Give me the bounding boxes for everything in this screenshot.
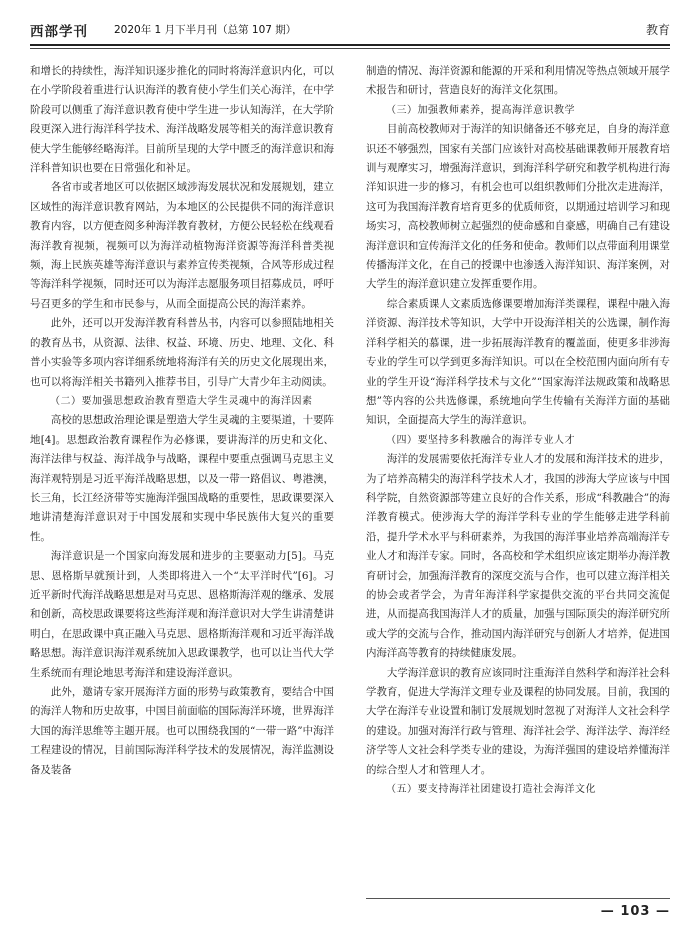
page-number: — 103 — — [600, 904, 670, 919]
body-paragraph: 大学海洋意识的教育应该同时注重海洋自然科学和海洋社会科学教育，促进大学海洋文理专业及课程的协同发展。目前，我国的大学在海洋专业设置和制订发展规划时忽视了对海洋人文社会科学的建设。加强对海洋行政与管理、海洋社会学、海洋法学、海洋经济学等人文社会科学类专业的建设，为海洋强国的建设培养懂海洋的综合型人才和管理人才。 — [366, 666, 670, 776]
body-paragraph: 各省市或者地区可以依据区域涉海发展状况和发展规划，建立区域性的海洋意识教育网站，为本地区的公民提供不同的海洋意识教育内容，以方便查阅多种海洋教育教材，方便公民轻松在线观看海洋教育视频，视频可以为海洋动植物海洋资源等海洋科普类视频，海上民族英雄等海洋意识与素养宣传类视频，合风等形成过程等海洋科学视频，同时还可以为海洋志愿服务项目招募成员，呼吁号召更多的学生和市民参与，从而全面提高公民的海洋素养。 — [30, 181, 334, 310]
body-paragraph: 和增长的持续性，海洋知识逐步推化的同时将海洋意识内化，可以在小学阶段着重进行认识海洋的教育使小学生们关心海洋，在中学阶段可以侧重了海洋意识教育使中学生进一步认知海洋，在大学阶段更深入进行海洋科学技术、海洋战略发展等相关的海洋意识教育使大学生能够经略海洋。目前所呈现的大学中匮乏的海洋意识和海洋科普知识也要在日常强化和补足。 — [30, 65, 334, 175]
section-subheading: （五）要支持海洋社团建设打造社会海洋文化 — [386, 784, 596, 796]
section-subheading: （三）加强教师素养，提高海洋意识教学 — [386, 104, 575, 116]
header-rule-thick — [30, 44, 670, 46]
section-name: 教育 — [645, 23, 670, 37]
body-paragraph: 目前高校教师对于海洋的知识储备还不够充足，自身的海洋意识还不够强烈，国家有关部门应该针对高校基础课教师开展教育培训与观摩实习，增强海洋意识，到海洋科学研究和教学机构进行海洋知识进一步的修习，有机会也可以组织教师们分批次走进海洋，这可为我国海洋教育培育更多的优质师资，以期通过培训学习和现场实习，高校教师树立起强烈的使命感和自豪感，明确自己有建设海洋意识和宣传海洋文化的任务和使命。教师们以点带面利用课堂传播海洋文化，在自己的授课中也渗透入海洋知识、海洋案例，对大学生的海洋意识建立发挥重要作用。 — [366, 123, 670, 291]
section-subheading: （四）要坚持多科教融合的海洋专业人才 — [386, 434, 575, 446]
body-paragraph: 此外，邀请专家开展海洋方面的形势与政策教育，要结合中国的海洋人物和历史故事，中国目前面临的国际海洋环境，世界海洋大国的海洋思维等主题开展。也可以围绕我国的“一带一路”中海洋工程建设的情况，目前国际海洋科学技术的发展情况，海洋监测设备及装备 — [30, 686, 334, 776]
section-subheading: （二）要加强思想政治教育塑造大学生灵魂中的海洋因素 — [50, 395, 313, 407]
page-header — [30, 14, 670, 44]
journal-name: 西部学刊 — [30, 24, 88, 40]
body-paragraph: 高校的思想政治理论课是塑造大学生灵魂的主要渠道，十要阵地[4]。思想政治教育课程作为必修课，要讲海洋的历史和文化、海洋法律与权益、海洋战争与战略，课程中要重点强调马克思主义海洋观特别是习近平海洋战略思想，以及一带一路倡议、粤港澳，长三角，长江经济带等实施海洋强国战略的重要性，思政课要深入地讲清楚海洋意识对于中国发展和实现中华民族伟大复兴的重要性。 — [30, 414, 334, 543]
right-column — [366, 62, 670, 799]
body-paragraph: 制造的情况、海洋资源和能源的开采和利用情况等热点领域开展学术报告和研讨，营造良好的海洋文化氛围。 — [366, 65, 670, 97]
footer-rule — [366, 898, 670, 899]
left-column — [30, 62, 334, 780]
body-paragraph: 海洋的发展需要依托海洋专业人才的发展和海洋技术的进步，为了培养高精尖的海洋科学技术人才，我国的涉海大学应该与中国科学院，自然资源部等建立良好的合作关系，形成“科教融合”的海洋教育模式。使涉海大学的海洋学科专业的学生能够走进学科前沿，提升学术水平与科研素养，为我国的海洋事业培养高端海洋专业人才和海洋专家。同时，各高校和学术组织应该定期举办海洋教育研讨会，加强海洋教育的深度交流与合作，也可以建立海洋相关的协会或者学会，为青年海洋科学家提供交流的平台共同交流促进，从而提高我国海洋人才的质量，加强与国际顶尖的海洋研究所或大学的交流与合作，推动国内海洋研究与创新人才培养，促进国内海洋高等教育的持续健康发展。 — [366, 453, 670, 660]
body-paragraph: 此外，还可以开发海洋教育科普丛书，内容可以参照陆地相关的教育丛书，从资源、法律、权益、环境、历史、地理、文化、科普小实验等多项内容详细系统地将海洋有关的历史文化展现出来，也可以将海洋相关书籍列入推荐书目，引导广大青少年主动阅读。 — [30, 317, 334, 388]
body-paragraph: 综合素质课人文素质选修课要增加海洋类课程，课程中融入海洋资源、海洋技术等知识，大学中开设海洋相关的公选课，制作海洋科学相关的慕课，进一步拓展海洋教育的覆盖面，使更多非涉海专业的学生可以学到更多海洋知识。可以在全校范围内面向所有专业的学生开设“海洋科学技术与文化”“国家海洋法规政策和战略思想”等内容的公共选修课，系统地向学生传输有关海洋方面的基础知识，全面提高大学生的海洋意识。 — [366, 297, 670, 427]
issue-info: 2020年 1 月下半月刊（总第 107 期） — [114, 24, 297, 36]
header-rule-thin — [30, 48, 670, 49]
body-paragraph: 海洋意识是一个国家向海发展和进步的主要驱动力[5]。马克思、恩格斯早就预计到，人类即将进入一个“太平洋时代”[6]。习近平新时代海洋战略思想是对马克思、恩格斯海洋观的继承、发展和创新，高校思政课要将这些海洋观和海洋意识对大学生讲清楚讲明白，在思政课中真正融入马克思、恩格斯海洋观和习近平海洋战略思想。海洋意识海洋观系统加入思政课教学，也可以让当代大学生系统而有理论地思考海洋和建设海洋意识。 — [30, 550, 334, 679]
